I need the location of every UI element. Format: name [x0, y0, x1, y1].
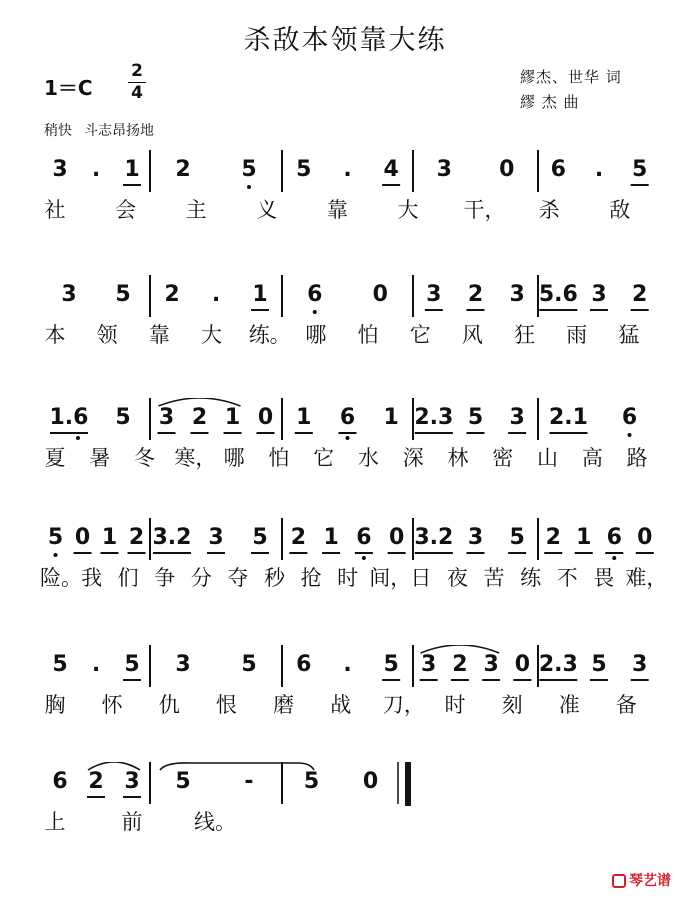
lyric-char: 干，	[463, 198, 506, 222]
note: .	[211, 282, 221, 307]
note: 6	[606, 525, 622, 550]
note: 3	[483, 652, 499, 677]
lyric-char: 领	[96, 323, 118, 347]
note: 3	[509, 405, 525, 430]
lyric-char: 雨	[566, 323, 588, 347]
lyric-char: 畏	[593, 566, 615, 590]
note: 5	[467, 405, 484, 430]
lyric-char: 难，	[625, 566, 668, 590]
lyric-char: 杀	[538, 198, 560, 222]
note: 0	[388, 525, 405, 550]
score-row	[0, 645, 690, 740]
note: 6	[307, 282, 323, 307]
lyric-char: 主	[185, 198, 207, 222]
lyric-char: 苦	[483, 566, 505, 590]
note: 2	[175, 157, 191, 182]
score-row	[0, 398, 690, 493]
note: .	[91, 157, 101, 182]
note: 6	[52, 769, 68, 794]
note: 2	[545, 525, 561, 550]
lyric-char: 练	[520, 566, 542, 590]
watermark-text: 琴艺谱	[629, 873, 671, 889]
note: 1	[296, 405, 312, 430]
note: 5	[591, 652, 607, 677]
note: 0	[74, 525, 91, 550]
note: 1	[576, 525, 592, 550]
lyric-char: 争	[154, 566, 176, 590]
note: 5	[175, 769, 191, 794]
lyric-char: 暑	[89, 446, 111, 470]
lyric-char: 会	[115, 198, 137, 222]
lyric-char: 义	[256, 198, 278, 222]
lyric-char: 时	[337, 566, 359, 590]
note: 5	[115, 282, 131, 307]
note: 1.6	[49, 405, 89, 430]
lyric-char: 备	[615, 693, 637, 717]
time-signature	[128, 62, 146, 103]
lyric-char: 山	[537, 446, 559, 470]
note: 3.2	[152, 525, 192, 550]
lyric-char: 哪	[305, 323, 327, 347]
note: 5	[303, 769, 320, 794]
lyric-char: 们	[117, 566, 139, 590]
lyric-char: 战	[330, 693, 352, 717]
lyric-char: 路	[626, 446, 648, 470]
note: 0	[362, 769, 379, 794]
note: .	[343, 157, 352, 182]
note: .	[343, 652, 352, 677]
lyric-char: 水	[357, 446, 379, 470]
note: 2	[452, 652, 468, 677]
lyric-char: 夺	[227, 566, 249, 590]
lyric-char: 刀，	[382, 693, 425, 717]
lyric-char: 上	[44, 810, 66, 834]
note: 3	[420, 652, 437, 677]
note: 1	[101, 525, 118, 550]
note: 3	[61, 282, 77, 307]
note: 5	[252, 525, 268, 550]
tempo-speed: 稍快	[44, 123, 72, 139]
note: 2	[467, 282, 484, 307]
note: 6	[356, 525, 372, 550]
lyric-char: 寒，	[174, 446, 217, 470]
lyric-char: 怕	[268, 446, 290, 470]
song-title: 杀敌本领靠大练	[243, 25, 447, 56]
lyric-char: 时	[444, 693, 466, 717]
lyric-char: 风	[461, 323, 483, 347]
note: 2	[88, 769, 104, 794]
note: 6	[296, 652, 312, 677]
lyric-char: 前	[121, 810, 143, 834]
note: -	[244, 769, 254, 794]
note: 4	[383, 157, 399, 182]
lyric-char: 准	[558, 693, 580, 717]
note: 0	[637, 525, 653, 550]
lyric-char: 冬	[134, 446, 156, 470]
note: 3	[467, 525, 484, 550]
lyric-char: 狂	[514, 323, 536, 347]
note: 3	[175, 652, 191, 677]
note: 5	[241, 652, 257, 677]
note: 5	[632, 157, 648, 182]
lyricist-credit: 繆杰、世华 词	[520, 68, 622, 86]
note: 5	[47, 525, 64, 550]
note: 1	[383, 405, 399, 430]
lyric-char: 高	[581, 446, 603, 470]
key-signature: 1＝C	[44, 76, 93, 100]
lyric-char: 夏	[44, 446, 66, 470]
lyric-char: 它	[409, 323, 431, 347]
lyric-char: 磨	[273, 693, 295, 717]
logo-icon	[612, 874, 626, 888]
lyric-char: 敌	[609, 198, 631, 222]
lyric-char: 秒	[264, 566, 285, 590]
note: 2	[290, 525, 307, 550]
note: 0	[514, 652, 531, 677]
note: 5	[115, 405, 131, 430]
lyric-char: 深	[402, 446, 424, 470]
site-logo	[612, 870, 671, 890]
note: 2.3	[538, 652, 578, 677]
note: 3	[158, 405, 175, 430]
lyric-char: 仇	[158, 693, 180, 717]
note: 3	[509, 282, 525, 307]
note: 3	[52, 157, 68, 182]
lyric-char: 不	[556, 566, 578, 590]
note: 3	[426, 282, 442, 307]
lyric-char: 靠	[326, 198, 348, 222]
note: 5	[241, 157, 257, 182]
note: 5	[509, 525, 525, 550]
note: 3	[124, 769, 140, 794]
note: 3	[436, 157, 452, 182]
lyric-char: 哪	[223, 446, 245, 470]
note: 2	[632, 282, 648, 307]
note: 3	[632, 652, 648, 677]
composer-credit: 繆 杰 曲	[520, 93, 580, 111]
note: 6	[550, 157, 566, 182]
meter-top: 2	[131, 61, 143, 81]
lyric-char: 间，	[369, 566, 412, 590]
note: 2.1	[549, 405, 588, 430]
note: 1	[124, 157, 140, 182]
lyric-char: 抢	[300, 566, 322, 590]
note: 3.2	[414, 525, 454, 550]
note: 0	[257, 405, 274, 430]
lyric-char: 夜	[446, 566, 468, 590]
lyric-char: 刻	[501, 693, 523, 717]
note: 5	[52, 652, 68, 677]
note: 1	[323, 525, 339, 550]
note: 3	[208, 525, 224, 550]
note: .	[91, 652, 101, 677]
lyric-char: 胸	[44, 693, 66, 717]
note: 1	[224, 405, 241, 430]
lyric-char: 社	[44, 198, 66, 222]
note: 5	[383, 652, 399, 677]
meter-bottom: 4	[131, 83, 143, 103]
lyric-char: 线。	[194, 810, 236, 834]
note: 6	[339, 405, 356, 430]
note: 2	[191, 405, 208, 430]
lyric-char: 靠	[148, 323, 170, 347]
note: 1	[252, 282, 268, 307]
lyric-char: 恨	[215, 693, 237, 717]
score-row	[0, 275, 690, 370]
lyric-char: 林	[447, 446, 469, 470]
note: 2.3	[414, 405, 454, 430]
lyric-char: 密	[492, 446, 514, 470]
note: 5	[296, 157, 312, 182]
lyric-char: 大	[397, 198, 419, 222]
lyric-char: 分	[190, 566, 212, 590]
lyric-char: 我	[81, 566, 103, 590]
lyric-char: 怀	[101, 693, 123, 717]
lyric-char: 它	[313, 446, 335, 470]
note: 5	[124, 652, 140, 677]
note: 6	[621, 405, 638, 430]
tempo-marking	[44, 120, 166, 140]
note: 0	[499, 157, 515, 182]
lyric-char: 险。	[40, 566, 82, 590]
note: 0	[372, 282, 388, 307]
score-row	[0, 762, 690, 857]
lyric-char: 练。	[248, 323, 291, 347]
lyric-char: 日	[410, 566, 432, 590]
note: 2	[128, 525, 145, 550]
lyric-char: 怕	[357, 323, 379, 347]
note: 3	[591, 282, 607, 307]
lyric-char: 大	[201, 323, 223, 347]
lyric-char: 猛	[618, 323, 640, 347]
note: 5.6	[538, 282, 578, 307]
tempo-expression: 斗志昂扬地	[84, 123, 154, 139]
lyric-char: 本	[44, 323, 66, 347]
score-row	[0, 518, 690, 613]
score-row	[0, 150, 690, 245]
note: 2	[164, 282, 180, 307]
note: .	[594, 157, 604, 182]
